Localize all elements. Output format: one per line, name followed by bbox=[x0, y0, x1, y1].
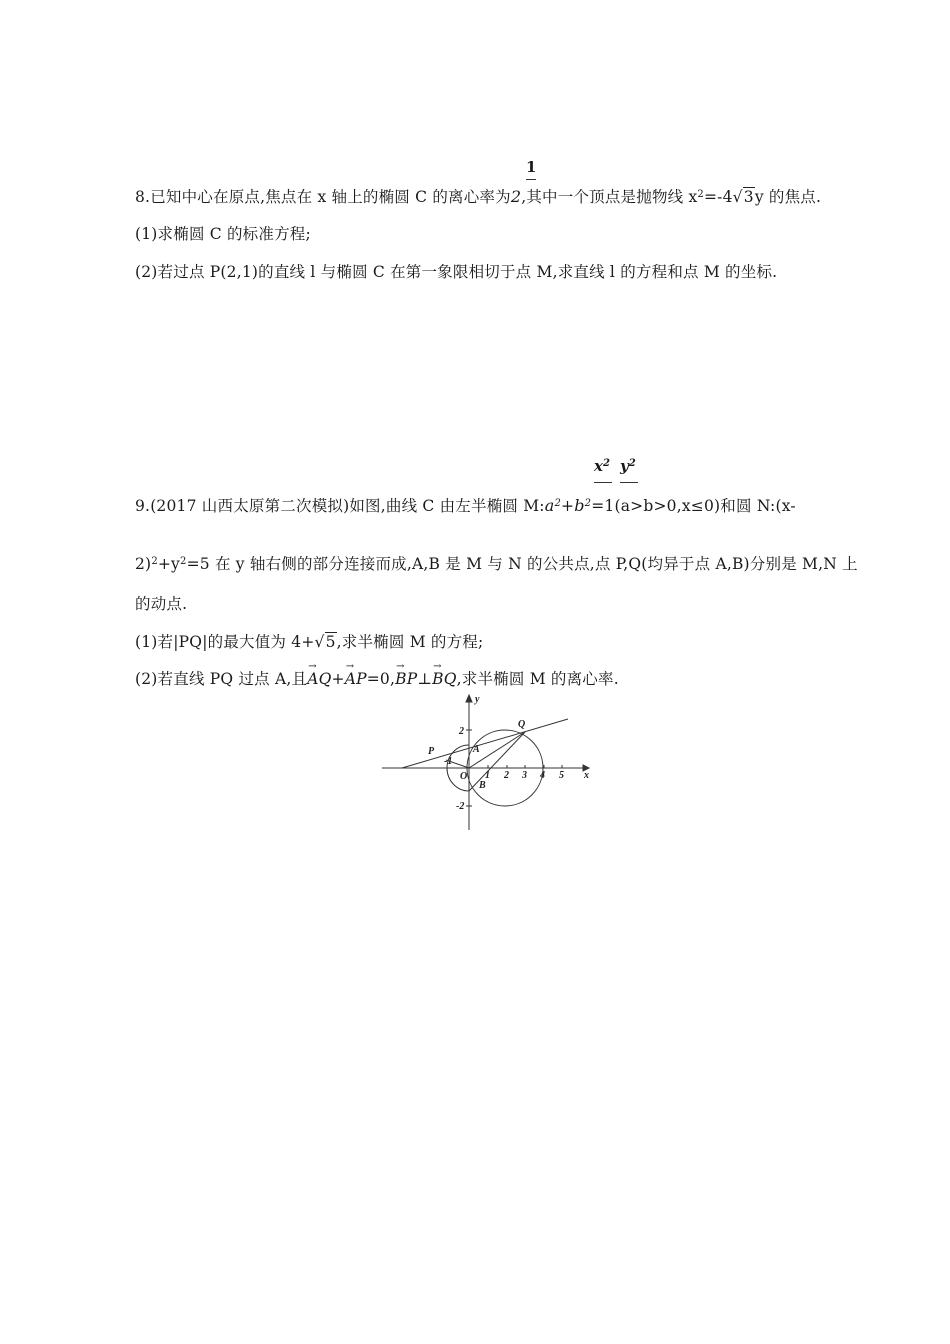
q9-frac1-den: $a^2$ bbox=[544, 496, 562, 515]
label-Q: Q bbox=[518, 719, 526, 730]
vector-AQ: → AQ bbox=[307, 661, 332, 688]
y-axis-arrow bbox=[466, 695, 472, 702]
q9-frac2-den: $b^2$ bbox=[574, 496, 592, 515]
label-tick-x2: 2 bbox=[504, 770, 509, 781]
q9-frac2-num: $y^2$ bbox=[620, 457, 636, 475]
label-tick-m1: -1 bbox=[444, 756, 453, 767]
q8-frac-denominator: 2 bbox=[510, 187, 522, 206]
label-y: y bbox=[475, 694, 480, 705]
label-tick-4: 4 bbox=[540, 770, 545, 781]
label-A: A bbox=[473, 744, 480, 755]
q9-part1: (1)若|PQ|的最大值为 4+√5,求半椭圆 M 的方程; bbox=[135, 633, 484, 651]
line-PQ bbox=[402, 719, 568, 768]
q9-line1-a: 9.(2017 山西太原第二次模拟)如图,曲线 C 由左半椭圆 M: bbox=[135, 497, 545, 515]
label-O: O bbox=[460, 771, 468, 782]
geometry-figure bbox=[380, 690, 595, 835]
q9-line1 bbox=[135, 494, 796, 516]
q8-part1: (1)求椭圆 C 的标准方程; bbox=[135, 225, 311, 243]
label-P: P bbox=[428, 746, 435, 757]
vector-BQ: → BQ bbox=[432, 661, 457, 688]
q9-line3: 的动点. bbox=[135, 595, 188, 613]
segment-BQ bbox=[469, 732, 525, 791]
q8-line1 bbox=[135, 185, 821, 207]
q9-frac1-num: $x^2$ bbox=[594, 457, 610, 475]
q8-part2: (2)若过点 P(2,1)的直线 l 与椭圆 C 在第一象限相切于点 M,求直线 l 的方程和点 M 的坐标. bbox=[135, 263, 778, 281]
q8-frac-numerator: 1 bbox=[526, 158, 537, 176]
q8-line1-b: ,其中一个顶点是抛物线 x bbox=[521, 188, 698, 206]
q8-line1-a: 8.已知中心在原点,焦点在 x 轴上的椭圆 C 的离心率为 bbox=[135, 188, 511, 206]
label-tick-5: 5 bbox=[559, 770, 564, 781]
q9-line2: $2)^2+y^2=5$ 在 y 轴右侧的部分连接而成,A,B 是 M 与 N 的公共点,点 P,Q(均异于点 A,B)分别是 M,N 上 bbox=[135, 555, 858, 573]
label-x: x bbox=[584, 770, 589, 781]
q8-sup: 2 bbox=[697, 189, 704, 200]
q9-line1-b: =1(a>b>0,x≤0)和圆 N:(x- bbox=[591, 497, 796, 515]
label-tick-3: 3 bbox=[522, 770, 527, 781]
vector-AP: → AP bbox=[344, 661, 367, 688]
label-tick-2: 2 bbox=[459, 726, 464, 737]
q8-sqrt: √3 bbox=[732, 188, 754, 206]
q9-plus: + bbox=[561, 497, 575, 515]
q8-eccentricity-fraction bbox=[526, 158, 536, 176]
perp-symbol: ⊥ bbox=[417, 670, 433, 688]
q8-line1-c: =-4 bbox=[703, 188, 733, 206]
q8-line1-d: y 的焦点. bbox=[754, 188, 822, 206]
label-tick-m2: -2 bbox=[456, 801, 465, 812]
q9-frac1-bar bbox=[594, 482, 612, 483]
label-tick-1: 1 bbox=[485, 770, 490, 781]
q9-frac2-bar bbox=[620, 482, 638, 483]
q8-frac-bar bbox=[526, 179, 536, 180]
q9-part2: (2)若直线 PQ 过点 A,且 → AQ+ → AP=0, → BP⊥ → BQ,求半椭圆 M 的离心率. bbox=[135, 661, 619, 688]
label-B: B bbox=[479, 780, 486, 791]
q9-sqrt: √5 bbox=[314, 633, 336, 651]
vector-BP: → BP bbox=[395, 661, 418, 688]
